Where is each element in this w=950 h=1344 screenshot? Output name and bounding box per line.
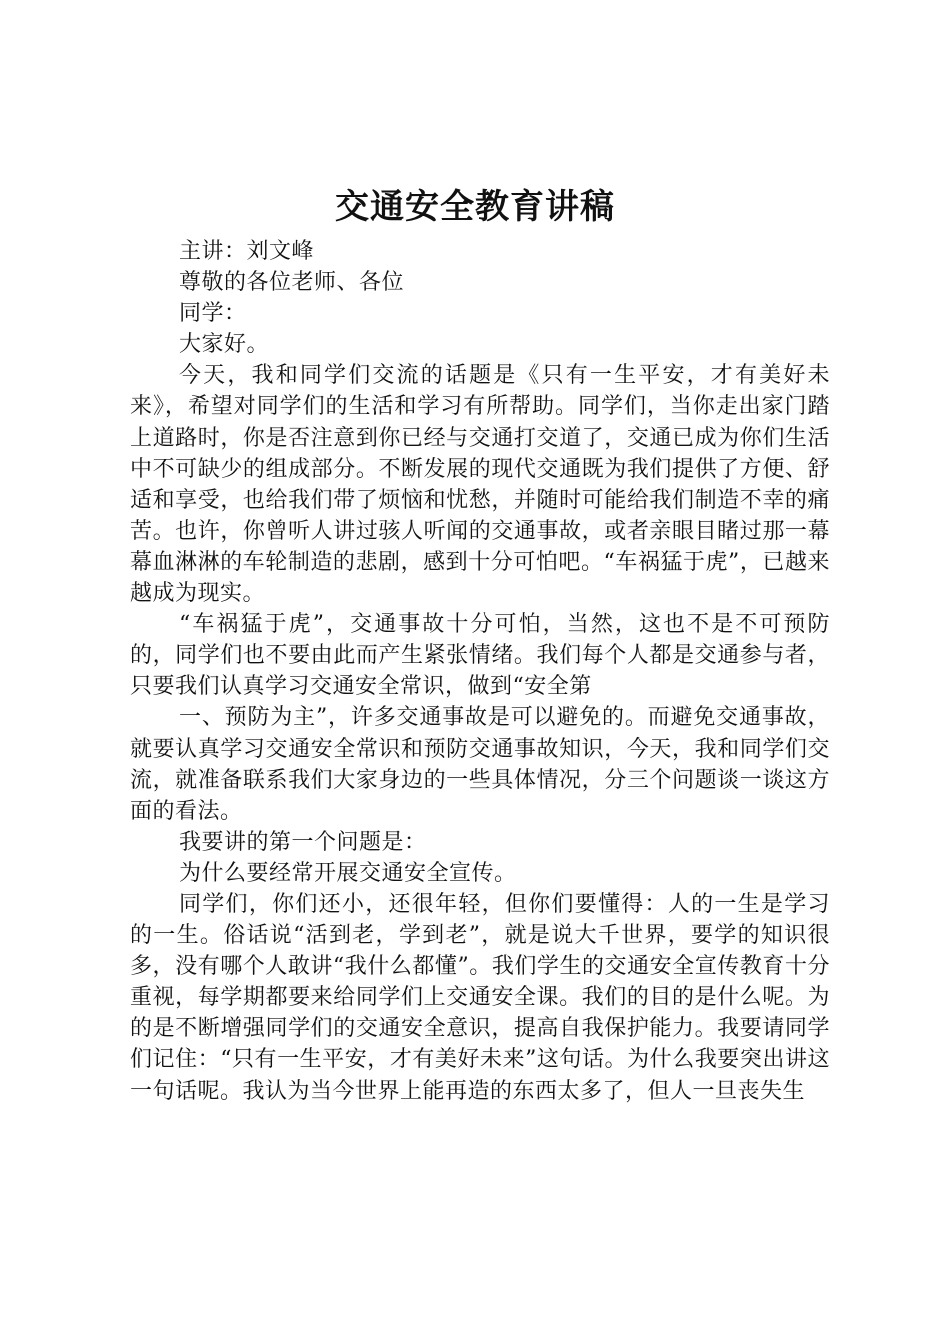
body-paragraph: 一、预防为主”，许多交通事故是可以避免的。而避免交通事故，就要认真学习交通安全常识和预防交通事故知识，今天，我和同学们交流，就准备联系我们大家身边的一些具体情况，分三个问题谈一谈这方面的看法。 bbox=[130, 705, 830, 824]
body-paragraph: 今天，我和同学们交流的话题是《只有一生平安，才有美好未来》，希望对同学们的生活和学习有所帮助。同学们，当你走出家门踏上道路时，你是否注意到你已经与交通打交道了，交通已成为你们生活中不可缺少的组成部分。不断发展的现代交通既为我们提供了方便、舒适和享受，也给我们带了烦恼和忧愁，并随时可能给我们制造不幸的痛苦。也许，你曾听人讲过骇人听闻的交通事故，或者亲眼目睹过那一幕幕血淋淋的车轮制造的悲剧，感到十分可怕吧。“车祸猛于虎”，已越来越成为现实。 bbox=[130, 363, 830, 607]
section-heading-line: 为什么要经常开展交通安全宣传。 bbox=[179, 860, 517, 886]
body-paragraph: “车祸猛于虎”，交通事故十分可怕，当然，这也不是不可预防的，同学们也不要由此而产生紧张情绪。我们每个人都是交通参与者，只要我们认真学习交通安全常识，做到“安全第 bbox=[130, 612, 830, 700]
document-body bbox=[130, 236, 830, 1107]
body-paragraph: 同学们，你们还小，还很年轻，但你们要懂得：人的一生是学习的一生。俗话说“活到老，学到老”，就是说大千世界，要学的知识很多，没有哪个人敢讲“我什么都懂”。我们学生的交通安全宣传教育十分重视，每学期都要来给同学们上交通安全课。我们的目的是什么呢。为的是不断增强同学们的交通安全意识，提高自我保护能力。我要请同学们记住：“只有一生平安，才有美好未来”这句话。为什么我要突出讲这一句话呢。我认为当今世界上能再造的东西太多了，但人一旦丧失生 bbox=[130, 891, 830, 1104]
salutation-line: 尊敬的各位老师、各位 bbox=[179, 270, 405, 296]
speaker-line: 主讲：刘文峰 bbox=[179, 239, 315, 264]
document-title: 交通安全教育讲稿 bbox=[335, 187, 615, 227]
section-intro-line: 我要讲的第一个问题是： bbox=[179, 829, 427, 855]
salutation-line-continued: 同学： bbox=[179, 301, 247, 327]
greeting-line: 大家好。 bbox=[179, 332, 270, 358]
